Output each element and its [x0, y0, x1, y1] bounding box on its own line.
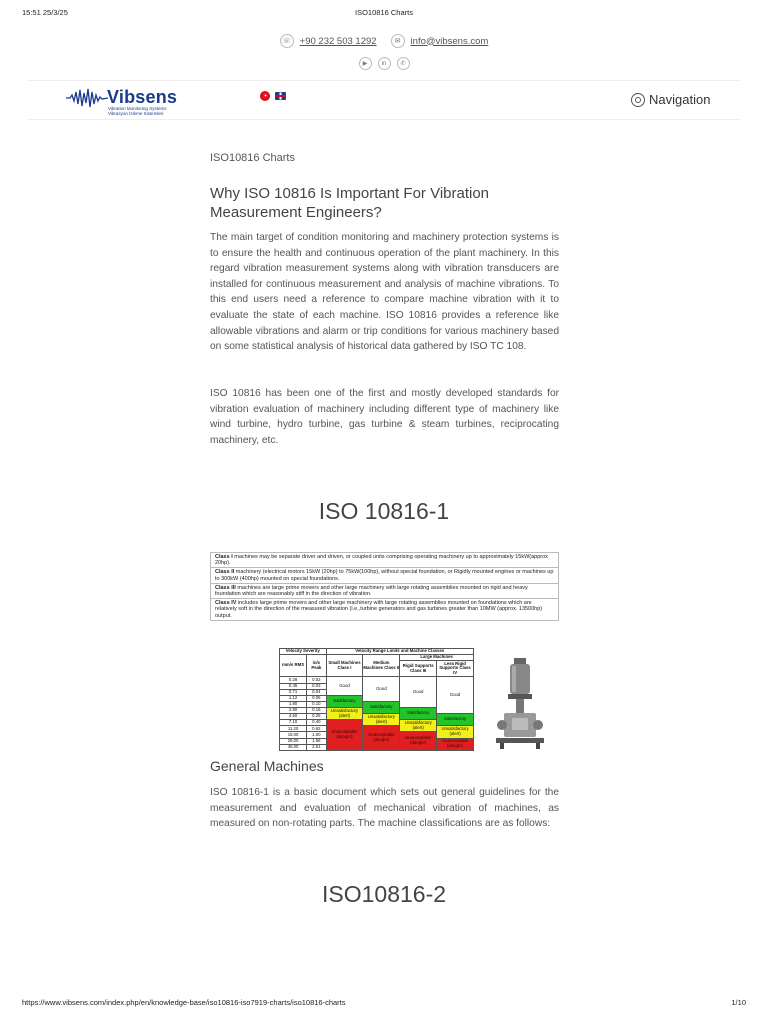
phone-link[interactable]	[280, 34, 377, 48]
cell-mms: 1.80	[280, 701, 307, 707]
cell-good: Good	[437, 677, 474, 714]
email-address[interactable]: info@vibsens.com	[410, 35, 489, 47]
cell-satisfactory: Satisfactory	[437, 714, 474, 726]
phone-number[interactable]: +90 232 503 1292	[299, 35, 377, 47]
cell-mms: 0.71	[280, 689, 307, 695]
class-row	[211, 568, 558, 583]
class-row	[211, 584, 558, 599]
cell-unacceptable: Unacceptable (danger)	[437, 738, 474, 750]
header-mms: mm/s RMS	[280, 655, 307, 677]
class-description: machines may be separate driver and driven, or coupled units comprising operating machinery up to approximately 15kW(approx 20hp).	[215, 554, 548, 567]
header-range-limits: Velocity Range Limits and Machine Classes	[326, 649, 473, 655]
logo-brand: Vibsens	[107, 87, 178, 107]
cell-unsatisfactory: Unsatisfactory (alert)	[326, 708, 363, 720]
print-page-number: 1/10	[731, 998, 746, 1007]
navigation-toggle[interactable]	[631, 92, 710, 107]
logo-tagline: Vibration Monitoring Systems	[108, 106, 167, 111]
class-label: Class II	[215, 569, 235, 576]
linkedin-icon[interactable]: in	[378, 57, 391, 70]
cell-unsatisfactory: Unsatisfactory (alert)	[400, 720, 437, 732]
class-label: Class IV	[215, 600, 237, 607]
cell-ins: 0.04	[307, 689, 326, 695]
cell-good: Good	[363, 677, 400, 701]
section-title-iso10816-2: ISO10816-2	[321, 881, 447, 907]
class-label: Class I	[215, 554, 233, 560]
cell-satisfactory: Satisfactory	[400, 708, 437, 720]
email-link[interactable]	[391, 34, 489, 48]
youtube-icon[interactable]: ▶	[359, 57, 372, 70]
header-class-4: Less Rigid Supports Class IV	[437, 661, 474, 677]
cell-satisfactory: Satisfactory	[326, 695, 363, 707]
cell-mms: 18.00	[280, 732, 307, 738]
section-heading-general-machines: General Machines	[210, 758, 324, 774]
print-datetime: 15:51 25/3/25	[22, 8, 68, 17]
cell-ins: 0.02	[307, 677, 326, 683]
header-class-2: Medium Machines Class II	[363, 655, 400, 677]
print-header	[22, 8, 746, 20]
cell-mms: 0.45	[280, 683, 307, 689]
print-footer	[22, 998, 746, 1010]
logo-tagline-tr: Vibrasyon İzleme Sistemleri	[108, 111, 164, 116]
cell-unacceptable: Unacceptable (danger)	[363, 726, 400, 751]
cell-mms: 1.12	[280, 695, 307, 701]
english-flag-icon[interactable]	[275, 92, 286, 100]
cell-ins: 0.25	[307, 714, 326, 720]
class-description: includes large prime movers and other large machinery with large rotating assemblies mounted on foundations which are relatively soft in the direction of the measured vibration (i.e.,turbine generators and gas turbines greater than 10MW (approx. 13500hp) output.	[215, 600, 543, 619]
whatsapp-icon[interactable]: ✆	[397, 57, 410, 70]
navigation-label: Navigation	[649, 92, 711, 107]
class-description: machinery (electrical motors 15kW (20hp) to 75kW(100hp), without special foundation, or Rigidly mounted engines or machines up to 300kW (400hp) mounted on special foundations.	[215, 569, 554, 582]
class-description: machines are large prime movers and other large machinery with large rotating assemblies mounted on rigid and heavy foundation which are reasonably stiff in the direction of vibration.	[215, 584, 528, 598]
cell-unacceptable: Unacceptable (danger)	[400, 732, 437, 751]
cell-good: Good	[400, 677, 437, 708]
print-page-title: ISO10816 Charts	[355, 8, 413, 17]
cell-mms: 0.28	[280, 677, 307, 683]
cell-mms: 11.20	[280, 726, 307, 732]
cell-ins: 0.10	[307, 701, 326, 707]
cell-ins: 0.03	[307, 683, 326, 689]
header-class-3: Rigid Supports Class III	[400, 661, 437, 677]
site-logo[interactable]	[66, 86, 186, 118]
turkish-flag-icon[interactable]	[260, 91, 270, 101]
pump-machine-image	[492, 656, 548, 752]
cell-satisfactory: Satisfactory	[363, 701, 400, 713]
cell-good: Good	[326, 677, 363, 695]
cell-ins: 1.00	[307, 732, 326, 738]
cell-unacceptable: Unacceptable (danger)	[326, 720, 363, 751]
header-class-1: Small Machines Class I	[326, 655, 363, 677]
cell-ins: 0.62	[307, 726, 326, 732]
phone-icon: ☏	[280, 34, 294, 48]
header-divider-bottom	[27, 119, 741, 120]
header-ins: in/s Peak	[307, 655, 326, 677]
breadcrumb: ISO10816 Charts	[210, 152, 295, 164]
cell-mms: 45.00	[280, 744, 307, 750]
gear-icon	[631, 93, 645, 107]
cell-mms: 28.00	[280, 738, 307, 744]
machine-class-table	[210, 552, 559, 621]
cell-ins: 0.16	[307, 708, 326, 714]
cell-mms: 2.80	[280, 708, 307, 714]
velocity-severity-chart	[279, 648, 474, 751]
waveform-logo-icon	[66, 88, 108, 108]
class-label: Class III	[215, 584, 236, 591]
cell-ins: 2.51	[307, 744, 326, 750]
print-url: https://www.vibsens.com/index.php/en/knowledge-base/iso10816-iso7919-charts/iso10816-charts	[22, 998, 346, 1007]
contact-bar	[0, 34, 768, 48]
article-paragraph-2: ISO 10816 has been one of the first and mostly developed standards for vibration evaluation of machinery including different type of machinery like wind turbine, hydro turbine, gas turbine & steam turbines, reciprocating machinery, etc.	[210, 388, 559, 446]
cell-unsatisfactory: Unsatisfactory (alert)	[363, 714, 400, 726]
cell-mms: 4.50	[280, 714, 307, 720]
header-divider-top	[27, 80, 741, 81]
social-links	[0, 57, 768, 70]
language-switcher	[260, 91, 286, 101]
header-velocity-severity: Velocity Severity	[280, 649, 327, 655]
class-row	[211, 599, 558, 620]
cell-ins: 1.56	[307, 738, 326, 744]
article-paragraph-3: ISO 10816-1 is a basic document which sets out general guidelines for the measurement and evaluation of mechanical vibration of machines, as measured on non-rotating parts. The machine classifications are as follows:	[210, 787, 559, 830]
article-heading: Why ISO 10816 Is Important For Vibration Measurement Engineers?	[210, 185, 490, 221]
cell-mms: 7.10	[280, 720, 307, 726]
cell-unsatisfactory: Unsatisfactory (alert)	[437, 726, 474, 738]
section-title-iso10816-1: ISO 10816-1	[318, 498, 450, 524]
class-row	[211, 553, 558, 568]
cell-ins: 0.06	[307, 695, 326, 701]
article-paragraph-1: The main target of condition monitoring and machinery protection systems is to ensure the health and continuous operation of the plant machinery. In this regard vibration measurement systems along with vibration transducers are installed for continuous measurement and analysis of machine vibrations. To this end users need a reference to compare machine vibration with it to evaluate the state of each machine. ISO 10816 provides a reference like allowable vibrations and alarm or trip conditions for various machinery based on some statistical analysis of historical data gathered by ISO TC 108.	[210, 232, 559, 353]
mail-icon: ✉	[391, 34, 405, 48]
cell-ins: 0.40	[307, 720, 326, 726]
header-large-machines: Large Machines	[400, 655, 474, 661]
